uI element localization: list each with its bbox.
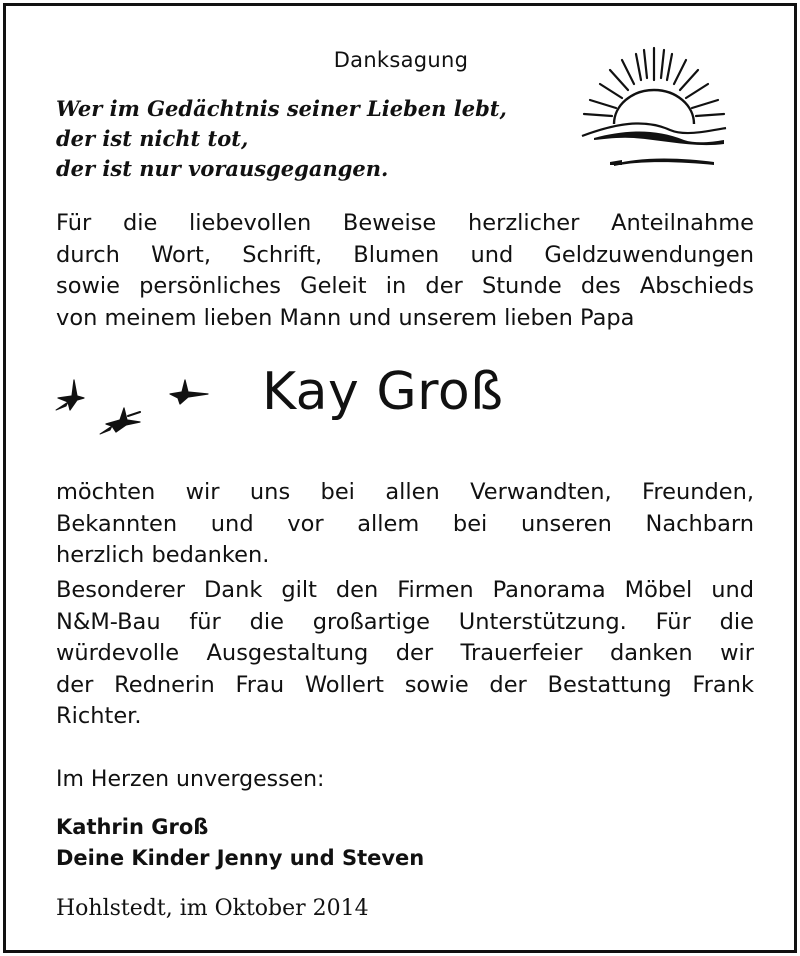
thanks-paragraph	[56, 477, 754, 572]
obituary-notice	[3, 3, 797, 953]
text-line: Bekannten und vor allem bei unseren Nachbarn	[56, 510, 754, 537]
text-line: durch Wort, Schrift, Blumen und Geldzuwendungen	[56, 241, 754, 268]
quote-line: der ist nicht tot,	[56, 126, 249, 151]
text-line: von meinem lieben Mann und unserem lieben Papa	[56, 304, 635, 331]
flying-birds-icon	[50, 372, 220, 442]
signer-name: Kathrin Groß	[56, 815, 209, 839]
text-line: Besonderer Dank gilt den Firmen Panorama Möbel und	[56, 577, 754, 603]
closing-line: Im Herzen unvergessen:	[56, 767, 325, 792]
text-line: sowie persönliches Geleit in der Stunde des Abschieds	[56, 273, 754, 299]
signers	[56, 812, 424, 874]
quote-line: Wer im Gedächtnis seiner Lieben lebt,	[56, 96, 507, 121]
quote-line: der ist nur vorausgegangen.	[56, 156, 389, 181]
intro-paragraph	[56, 208, 754, 334]
deceased-name: Kay Groß	[262, 362, 504, 422]
text-line: Für die liebevollen Beweise herzlicher Anteilnahme	[56, 210, 754, 236]
text-line: möchten wir uns bei allen Verwandten, Freunden,	[56, 479, 754, 505]
place-date: Hohlstedt, im Oktober 2014	[56, 896, 369, 921]
special-thanks-paragraph	[56, 575, 754, 733]
text-line: herzlich bedanken.	[56, 542, 270, 568]
notice-heading: Danksagung	[333, 48, 469, 72]
text-line: Richter.	[56, 703, 142, 729]
text-line: würdevolle Ausgestaltung der Trauerfeier danken wir	[56, 640, 754, 666]
rising-sun-icon	[574, 44, 734, 174]
text-line: der Rednerin Frau Wollert sowie der Bestattung Frank	[56, 671, 754, 698]
text-line: N&M-Bau für die großartige Unterstützung. Für die	[56, 608, 754, 635]
signer-name: Deine Kinder Jenny und Steven	[56, 846, 425, 870]
memorial-quote	[56, 94, 556, 184]
